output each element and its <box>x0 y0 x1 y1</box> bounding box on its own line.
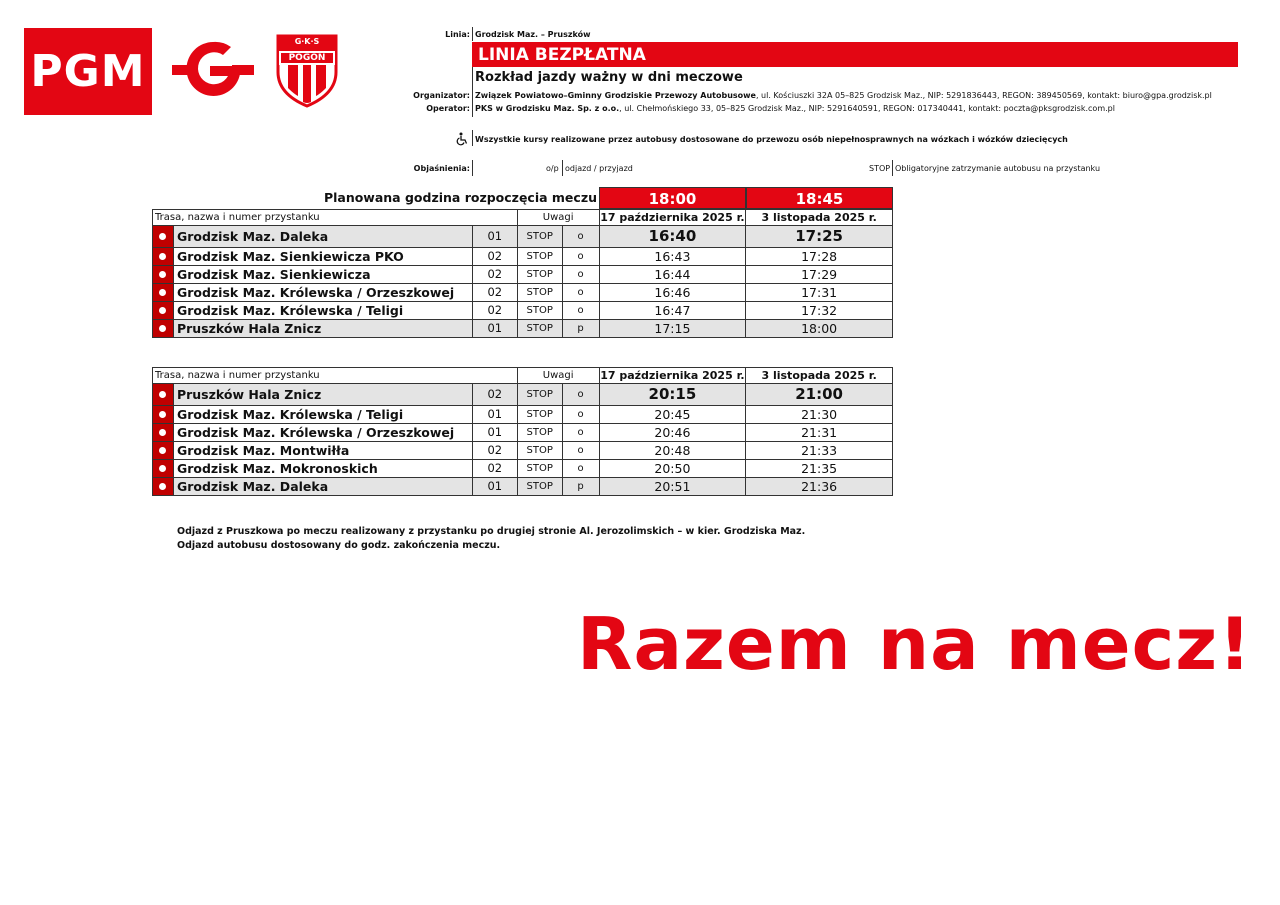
pgm-logo: PGM <box>24 28 152 115</box>
stop-bullet-icon <box>153 248 174 266</box>
time-date-2: 17:29 <box>746 266 893 284</box>
bullet-dot <box>159 483 166 490</box>
operator-label: Operator: <box>426 104 470 113</box>
bullet-dot <box>159 325 166 332</box>
table-row <box>153 478 893 496</box>
stop-name: Grodzisk Maz. Królewska / Teligi <box>173 406 472 424</box>
stop-number: 01 <box>472 406 517 424</box>
organizator-label: Organizator: <box>413 91 470 100</box>
time-date-1: 20:48 <box>599 442 746 460</box>
table-row <box>153 384 893 406</box>
stop-number: 02 <box>472 248 517 266</box>
time-date-1: 20:45 <box>599 406 746 424</box>
uwagi-header: Uwagi <box>517 368 599 384</box>
stop-number: 01 <box>472 226 517 248</box>
time-date-2: 21:33 <box>746 442 893 460</box>
table-row <box>153 302 893 320</box>
subtitle: Rozkład jazdy ważny w dni meczowe <box>475 70 743 85</box>
objasnienia-label: Objaśnienia: <box>413 164 470 173</box>
bullet-dot <box>159 447 166 454</box>
time-date-2: 21:00 <box>746 384 893 406</box>
departure-arrival-flag: o <box>562 266 599 284</box>
stop-number: 02 <box>472 266 517 284</box>
bullet-dot <box>159 233 166 240</box>
stop-flag: STOP <box>517 384 562 406</box>
table-row <box>153 442 893 460</box>
route-header: Trasa, nazwa i numer przystanku <box>153 210 518 226</box>
stop-number: 02 <box>472 384 517 406</box>
planned-time-1: 18:00 <box>599 187 746 209</box>
bullet-dot <box>159 411 166 418</box>
planned-start-label: Planowana godzina rozpoczęcia meczu <box>323 190 597 205</box>
route-header: Trasa, nazwa i numer przystanku <box>153 368 518 384</box>
stop-bullet-icon <box>153 406 174 424</box>
departure-arrival-flag: o <box>562 406 599 424</box>
stop-bullet-icon <box>153 226 174 248</box>
stop-name: Pruszków Hala Znicz <box>173 384 472 406</box>
pogon-text: POGOŃ <box>288 53 326 63</box>
stop-bullet-icon <box>153 302 174 320</box>
stop-bullet-icon <box>153 478 174 496</box>
stop-number: 01 <box>472 478 517 496</box>
departure-arrival-flag: o <box>562 460 599 478</box>
stop-bullet-icon <box>153 320 174 338</box>
time-date-1: 16:44 <box>599 266 746 284</box>
bullet-dot <box>159 289 166 296</box>
op-explanation: odjazd / przyjazd <box>565 164 633 173</box>
bullet-dot <box>159 253 166 260</box>
stop-number: 02 <box>472 302 517 320</box>
stop-flag: STOP <box>517 424 562 442</box>
stop-number: 01 <box>472 320 517 338</box>
stop-flag: STOP <box>517 442 562 460</box>
stop-bullet-icon <box>153 266 174 284</box>
departure-arrival-flag: o <box>562 384 599 406</box>
time-date-2: 21:31 <box>746 424 893 442</box>
departure-arrival-flag: p <box>562 320 599 338</box>
time-date-2: 17:25 <box>746 226 893 248</box>
stop-name: Grodzisk Maz. Sienkiewicza <box>173 266 472 284</box>
note-departure-time: Odjazd autobusu dostosowany do godz. zakończenia meczu. <box>177 540 501 551</box>
bullet-dot <box>159 465 166 472</box>
wheelchair-icon <box>455 131 469 145</box>
time-date-1: 16:47 <box>599 302 746 320</box>
stop-flag: STOP <box>517 320 562 338</box>
time-date-1: 20:50 <box>599 460 746 478</box>
time-date-1: 16:46 <box>599 284 746 302</box>
table-header <box>153 210 893 226</box>
bullet-dot <box>159 271 166 278</box>
time-date-1: 17:15 <box>599 320 746 338</box>
return-timetable <box>152 367 893 496</box>
time-date-1: 20:46 <box>599 424 746 442</box>
slogan: Razem na mecz! <box>577 602 1253 686</box>
stop-name: Grodzisk Maz. Daleka <box>173 478 472 496</box>
stop-bullet-icon <box>153 384 174 406</box>
stop-bullet-icon <box>153 460 174 478</box>
table-row <box>153 406 893 424</box>
title-bar: LINIA BEZPŁATNA <box>472 42 1238 67</box>
time-date-2: 18:00 <box>746 320 893 338</box>
date-header-2: 3 listopada 2025 r. <box>746 210 893 226</box>
departure-arrival-flag: o <box>562 284 599 302</box>
stop-name: Grodzisk Maz. Królewska / Orzeszkowej <box>173 424 472 442</box>
gks-text: G·K·S <box>294 37 320 46</box>
stop-flag: STOP <box>517 478 562 496</box>
stop-flag: STOP <box>517 226 562 248</box>
time-date-2: 21:36 <box>746 478 893 496</box>
departure-arrival-flag: p <box>562 478 599 496</box>
table-row <box>153 284 893 302</box>
stop-code: STOP <box>869 164 891 173</box>
stop-number: 01 <box>472 424 517 442</box>
stop-flag: STOP <box>517 302 562 320</box>
stop-bullet-icon <box>153 442 174 460</box>
table-row <box>153 424 893 442</box>
stop-number: 02 <box>472 442 517 460</box>
stop-name: Pruszków Hala Znicz <box>173 320 472 338</box>
pogon-crest-logo <box>274 32 340 108</box>
departure-arrival-flag: o <box>562 226 599 248</box>
bullet-dot <box>159 307 166 314</box>
stop-flag: STOP <box>517 284 562 302</box>
stop-explanation: Obligatoryjne zatrzymanie autobusu na przystanku <box>895 164 1101 173</box>
time-date-2: 17:31 <box>746 284 893 302</box>
accessibility-text: Wszystkie kursy realizowane przez autobusy dostosowane do przewozu osób niepełnosprawnych na wózkach i wózków dziecięcych <box>475 135 1068 144</box>
stop-name: Grodzisk Maz. Królewska / Orzeszkowej <box>173 284 472 302</box>
time-date-1: 16:43 <box>599 248 746 266</box>
stop-name: Grodzisk Maz. Montwiłła <box>173 442 472 460</box>
table-row <box>153 460 893 478</box>
departure-arrival-flag: o <box>562 302 599 320</box>
stop-bullet-icon <box>153 424 174 442</box>
stop-number: 02 <box>472 460 517 478</box>
time-date-2: 21:35 <box>746 460 893 478</box>
departure-arrival-flag: o <box>562 442 599 460</box>
operator-info: PKS w Grodzisku Maz. Sp. z o.o., ul. Chełmońskiego 33, 05–825 Grodzisk Maz., NIP: 5291640591, REGON: 017340441, kontakt: poczta@pksgrodzisk.com.pl <box>475 104 1115 113</box>
outbound-timetable <box>152 209 893 338</box>
organizator-info: Związek Powiatowo–Gminny Grodziskie Przewozy Autobusowe, ul. Kościuszki 32A 05–825 Grodzisk Maz., NIP: 5291836443, REGON: 389450569, kontakt: biuro@gpa.grodzisk.pl <box>475 91 1212 100</box>
stop-number: 02 <box>472 284 517 302</box>
stop-flag: STOP <box>517 460 562 478</box>
stop-name: Grodzisk Maz. Królewska / Teligi <box>173 302 472 320</box>
date-header-1: 17 października 2025 r. <box>600 369 745 382</box>
table-row <box>153 266 893 284</box>
stop-flag: STOP <box>517 406 562 424</box>
planned-time-2: 18:45 <box>746 187 893 209</box>
stop-flag: STOP <box>517 248 562 266</box>
linia-value: Grodzisk Maz. – Pruszków <box>475 30 591 39</box>
time-date-2: 21:30 <box>746 406 893 424</box>
time-date-1: 20:51 <box>599 478 746 496</box>
date-header-2: 3 listopada 2025 r. <box>746 368 893 384</box>
bullet-dot <box>159 391 166 398</box>
note-departure-location: Odjazd z Pruszkowa po meczu realizowany z przystanku po drugiej stronie Al. Jerozolimskich – w kier. Grodziska Maz. <box>177 526 806 537</box>
uwagi-header: Uwagi <box>517 210 599 226</box>
stop-bullet-icon <box>153 284 174 302</box>
date-header-1: 17 października 2025 r. <box>600 211 745 224</box>
table-row <box>153 248 893 266</box>
table-row <box>153 226 893 248</box>
time-date-1: 20:15 <box>599 384 746 406</box>
stop-flag: STOP <box>517 266 562 284</box>
bullet-dot <box>159 429 166 436</box>
time-date-2: 17:28 <box>746 248 893 266</box>
op-code: o/p <box>546 164 559 173</box>
stop-name: Grodzisk Maz. Daleka <box>173 226 472 248</box>
departure-arrival-flag: o <box>562 248 599 266</box>
time-date-2: 17:32 <box>746 302 893 320</box>
gpa-g-logo <box>170 38 256 100</box>
time-date-1: 16:40 <box>599 226 746 248</box>
table-header <box>153 368 893 384</box>
departure-arrival-flag: o <box>562 424 599 442</box>
table-row <box>153 320 893 338</box>
stop-name: Grodzisk Maz. Sienkiewicza PKO <box>173 248 472 266</box>
stop-name: Grodzisk Maz. Mokronoskich <box>173 460 472 478</box>
linia-label: Linia: <box>445 30 470 39</box>
